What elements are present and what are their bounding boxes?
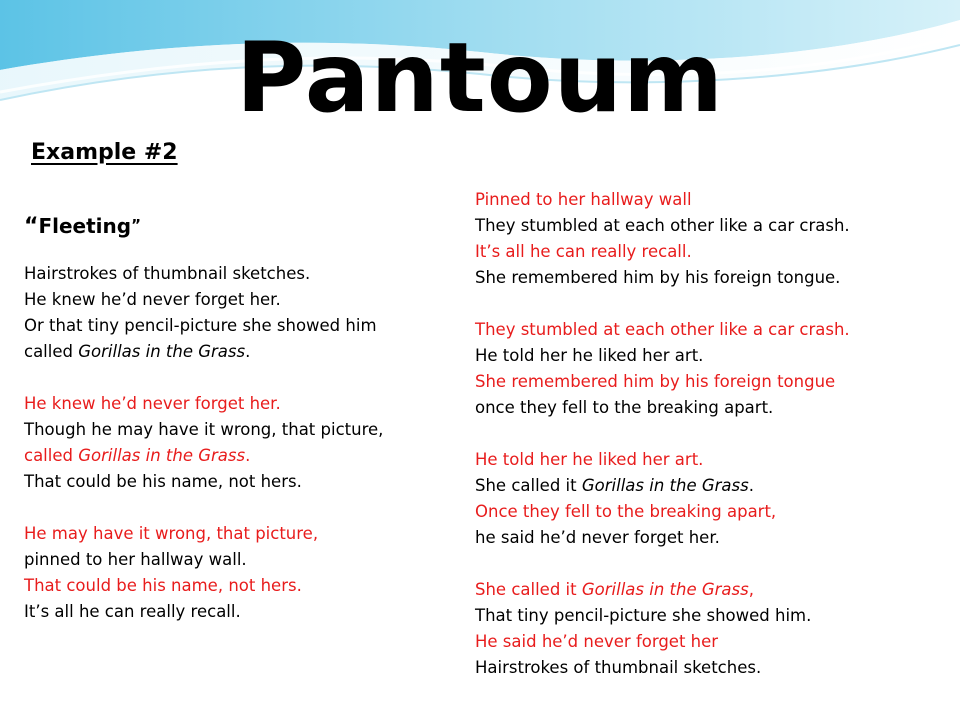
line-punctuation: .: [245, 342, 251, 361]
poem-line: [475, 603, 945, 629]
poem-line: [24, 391, 464, 417]
line-text: Once they fell to the breaking apart,: [475, 502, 777, 521]
line-text: Though he may have it wrong, that picture,: [24, 420, 384, 439]
poem-line: [475, 473, 945, 499]
line-italic-title: Gorillas in the Grass: [581, 580, 749, 599]
line-text: She remembered him by his foreign tongue.: [475, 268, 841, 287]
poem-line: [24, 417, 464, 443]
line-text: Hairstrokes of thumbnail sketches.: [475, 658, 762, 677]
stanza: [24, 391, 464, 495]
stanza: [24, 521, 464, 625]
poem-line: [475, 499, 945, 525]
line-text: She remembered him by his foreign tongue: [475, 372, 836, 391]
stanza: [24, 261, 464, 365]
line-italic-title: Gorillas in the Grass: [78, 446, 246, 465]
poem-title-text: Fleeting: [38, 214, 132, 238]
stanza: [475, 317, 945, 421]
poem-left-column: [24, 261, 464, 625]
line-text: It’s all he can really recall.: [24, 602, 241, 621]
line-text: That could be his name, not hers.: [24, 576, 302, 595]
line-text: They stumbled at each other like a car crash.: [475, 216, 850, 235]
poem-line: [24, 313, 464, 339]
line-text: They stumbled at each other like a car crash.: [475, 320, 850, 339]
line-punctuation: ,: [748, 580, 754, 599]
poem-line: [24, 573, 464, 599]
line-text: She called it: [475, 476, 582, 495]
poem-line: [475, 213, 945, 239]
stanza: [475, 577, 945, 681]
poem-line: [24, 339, 464, 365]
example-heading: Example #2: [31, 140, 178, 165]
line-text: called: [24, 446, 79, 465]
poem-line: [475, 655, 945, 681]
poem-line: [475, 395, 945, 421]
line-text: That tiny pencil-picture she showed him.: [475, 606, 812, 625]
poem-line: [475, 239, 945, 265]
poem-line: [24, 261, 464, 287]
line-text: It’s all he can really recall.: [475, 242, 692, 261]
line-text: once they fell to the breaking apart.: [475, 398, 774, 417]
line-italic-title: Gorillas in the Grass: [78, 342, 246, 361]
line-text: He knew he’d never forget her.: [24, 290, 281, 309]
line-text: Or that tiny pencil-picture she showed him: [24, 316, 377, 335]
poem-line: [475, 447, 945, 473]
line-text: he said he’d never forget her.: [475, 528, 720, 547]
poem-line: [24, 547, 464, 573]
poem-line: [475, 317, 945, 343]
poem-line: [24, 469, 464, 495]
poem-line: [475, 525, 945, 551]
poem-line: [475, 343, 945, 369]
quote-close: ”: [131, 216, 141, 234]
poem-line: [24, 443, 464, 469]
poem-title: [24, 214, 141, 239]
line-punctuation: .: [748, 476, 754, 495]
line-text: That could be his name, not hers.: [24, 472, 302, 491]
stanza: [475, 447, 945, 551]
stanza: [475, 187, 945, 291]
line-text: He told her he liked her art.: [475, 450, 704, 469]
line-text: He may have it wrong, that picture,: [24, 524, 319, 543]
poem-line: [475, 187, 945, 213]
line-text: Pinned to her hallway wall: [475, 190, 692, 209]
line-text: Hairstrokes of thumbnail sketches.: [24, 264, 311, 283]
poem-line: [24, 287, 464, 313]
poem-right-column: [475, 187, 945, 681]
quote-open: “: [24, 214, 39, 239]
page-title: Pantoum: [235, 22, 725, 134]
line-punctuation: .: [245, 446, 251, 465]
poem-line: [475, 577, 945, 603]
line-text: He knew he’d never forget her.: [24, 394, 281, 413]
line-text: He said he’d never forget her: [475, 632, 719, 651]
poem-line: [475, 629, 945, 655]
poem-line: [24, 599, 464, 625]
poem-line: [475, 265, 945, 291]
line-text: She called it: [475, 580, 582, 599]
poem-line: [475, 369, 945, 395]
line-text: He told her he liked her art.: [475, 346, 704, 365]
line-text: called: [24, 342, 79, 361]
line-text: pinned to her hallway wall.: [24, 550, 247, 569]
line-italic-title: Gorillas in the Grass: [581, 476, 749, 495]
poem-line: [24, 521, 464, 547]
